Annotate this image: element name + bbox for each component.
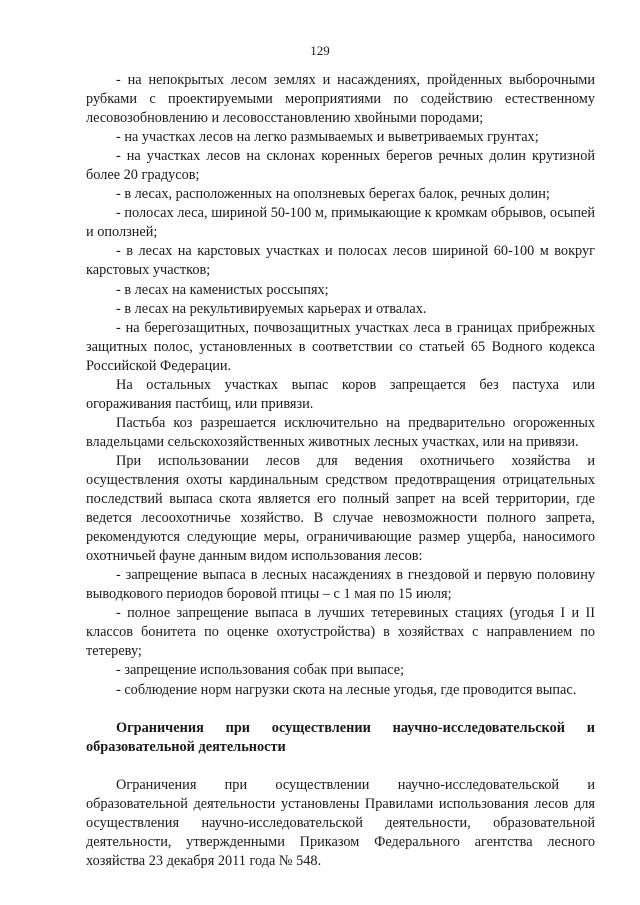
paragraph: При использовании лесов для ведения охотничьего хозяйства и осуществления охоты кардинальным средством предотвращения отрицательных последствий выпаса скота является его полный запрет на всей территории, где ведется лесоохотничье хозяйство. В случае невозможности полного запрета, рекомендуются следующие меры, ограничивающие размер ущерба, наносимого охотничьей фауне данным видом использования лесов: xyxy=(86,452,595,565)
spacer xyxy=(86,757,595,776)
paragraph: - в лесах на рекультивируемых карьерах и отвалах. xyxy=(116,300,427,317)
paragraph: - соблюдение норм нагрузки скота на лесные угодья, где проводится выпас. xyxy=(116,681,577,698)
paragraph: - на участках лесов на легко размываемых и выветриваемых грунтах; xyxy=(116,129,539,146)
paragraph: - в лесах на карстовых участках и полосах лесов шириной 60-100 м вокруг карстовых участков; xyxy=(86,243,595,279)
page-number: 129 xyxy=(310,43,330,58)
paragraph: - в лесах, расположенных на оползневых берегах балок, речных долин; xyxy=(116,186,550,203)
paragraph: - на берегозащитных, почвозащитных участках леса в границах прибрежных защитных полос, установленных в соответствии со статьей 65 Водного кодекса Российской Федерации. xyxy=(86,319,595,374)
paragraph: - запрещение выпаса в лесных насаждениях в гнездовой и первую половину выводкового периодов боровой птицы – с 1 мая по 15 июля; xyxy=(86,567,595,603)
document-body xyxy=(86,71,595,871)
paragraph: - полное запрещение выпаса в лучших тетеревиных стациях (угодья I и II классов бонитета по оценке охотустройства) в хозяйствах с направлением по тетереву; xyxy=(86,605,595,660)
section-heading: Ограничения при осуществлении научно-исследовательской и образовательной деятельности xyxy=(86,719,595,755)
spacer xyxy=(86,700,595,719)
paragraph: - полосах леса, шириной 50-100 м, примыкающие к кромкам обрывов, осыпей и оползней; xyxy=(86,205,595,241)
paragraph: - на непокрытых лесом землях и насаждениях, пройденных выборочными рубками с проектируемыми мероприятиями по содействию естественному лесовозобновлению и лесовосстановлению хвойными породами; xyxy=(86,72,595,127)
paragraph: Пастьба коз разрешается исключительно на предварительно огороженных владельцами сельскохозяйственных животных лесных участках, или на привязи. xyxy=(86,414,595,450)
paragraph: На остальных участках выпас коров запрещается без пастуха или огораживания пастбищ, или привязи. xyxy=(86,376,595,412)
paragraph: - на участках лесов на склонах коренных берегов речных долин крутизной более 20 градусов; xyxy=(86,148,595,184)
paragraph: - запрещение использования собак при выпасе; xyxy=(116,662,405,679)
paragraph: - в лесах на каменистых россыпях; xyxy=(116,281,329,298)
paragraph: Ограничения при осуществлении научно-исследовательской и образовательной деятельности установлены Правилами использования лесов для осуществления научно-исследовательской деятельности, образовательной деятельности, утвержденными Приказом Федерального агентства лесного хозяйства 23 декабря 2011 года № 548. xyxy=(86,776,595,869)
